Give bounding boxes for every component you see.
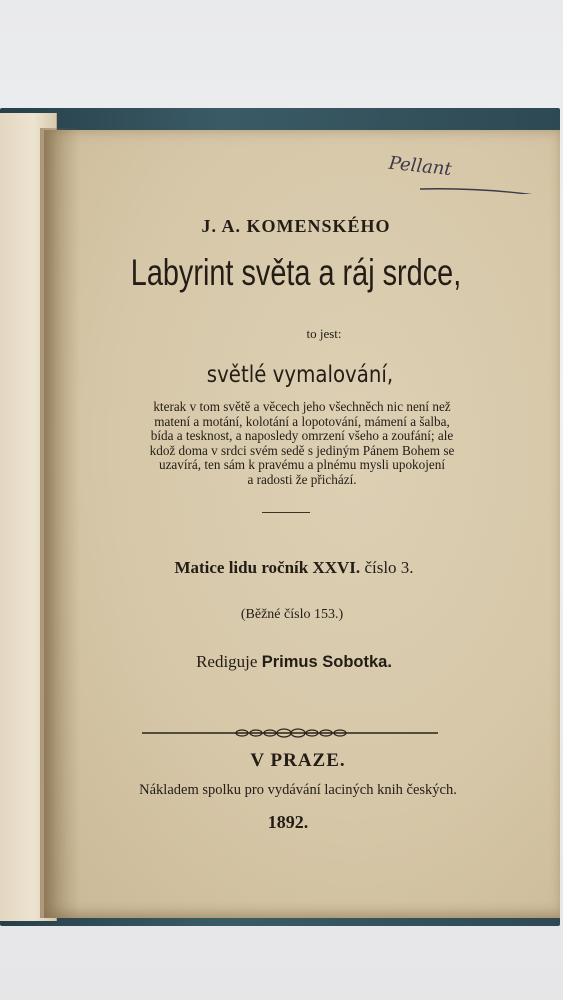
description-line: bída a tesknost, a naposledy omrzení všeho a zoufání; ale	[150, 428, 454, 444]
publication-year: 1892.	[267, 812, 309, 832]
publisher-line: Nákladem spolku pro vydávání laciných knih českých.	[139, 782, 457, 798]
description-line: uzavírá, ten sám k pravému a plnému mysli upokojení	[158, 457, 446, 473]
book-title: Labyrint světa a ráj srdce,	[130, 252, 462, 293]
series-line	[36, 558, 552, 578]
description-block	[44, 400, 560, 488]
short-divider	[262, 512, 310, 513]
description-line: kterak v tom světě a věcech jeho všechněch nic není než	[153, 399, 451, 414]
editor-line	[36, 652, 552, 672]
description-line: a radosti že přichází.	[247, 471, 357, 487]
ornamental-divider	[142, 726, 438, 740]
to-jest-line: to jest:	[306, 326, 342, 341]
editor-name: Primus Sobotka.	[261, 653, 392, 671]
current-number: (Běžné číslo 153.)	[240, 607, 344, 622]
publication-city: V PRAZE.	[250, 750, 346, 771]
svg-text:Pellant: Pellant	[387, 152, 453, 181]
editor-prefix: Rediguje	[196, 652, 258, 671]
handwritten-signature	[380, 144, 560, 194]
series-number: číslo 3.	[364, 558, 414, 577]
title-page	[44, 130, 560, 918]
series-label: Matice lidu ročník XXVI.	[174, 558, 361, 577]
description-line: matení a motání, kolotání a lopotování, mámení a šalba,	[154, 413, 450, 429]
book-subtitle: světlé vymalování,	[206, 362, 394, 388]
description-line: kdož doma v srdci svém sedě s jediným Pánem Bohem se	[149, 442, 455, 458]
page-gutter-shadow	[40, 128, 80, 918]
author-line: J. A. KOMENSKÉHO	[201, 216, 391, 236]
